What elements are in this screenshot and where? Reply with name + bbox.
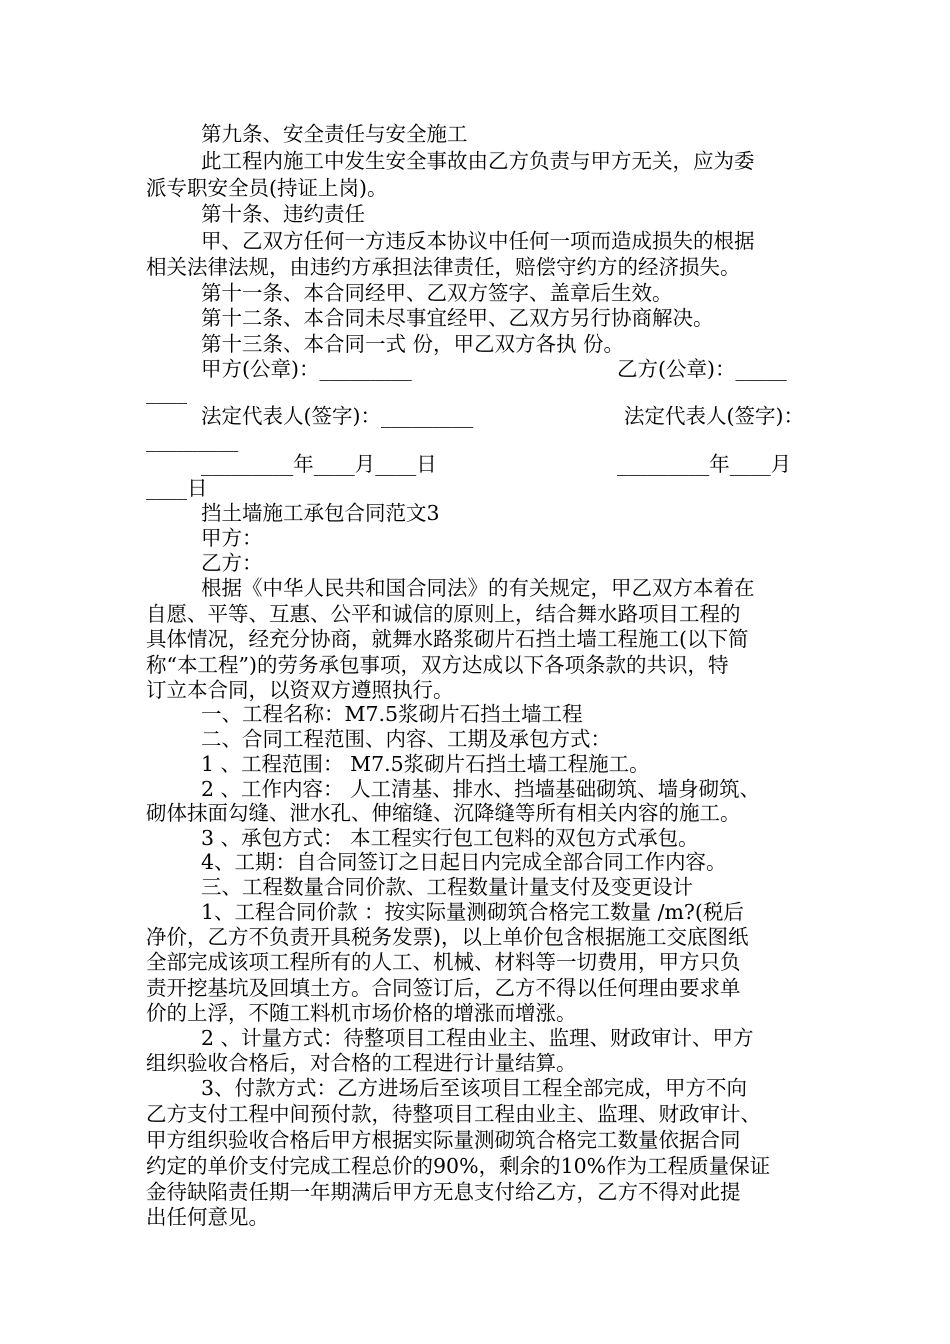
- paragraph-line: 相关法律法规，由违约方承担法律责任，赔偿守约方的经济损失。: [146, 255, 741, 279]
- paragraph-line: 净价，乙方不负责开具税务发票)，以上单价包含根据施工交底图纸: [146, 925, 749, 949]
- paragraph-line: 1、工程合同价款 ：按实际量测砌筑合格完工数量 /m?(税后: [201, 900, 744, 924]
- paragraph-line: 自愿、平等、互惠、公平和诚信的原则上，结合舞水路项目工程的: [146, 602, 741, 626]
- paragraph-line: 4、工期：自合同签订之日起日内完成全部合同工作内容。: [201, 850, 727, 874]
- article-11: 第十一条、本合同经甲、乙双方签字、盖章后生效。: [201, 281, 673, 305]
- paragraph-line: 责开挖基坑及回填土方。合同签订后，乙方不得以任何理由要求单: [146, 976, 741, 1000]
- party-b-representative-field: 法定代表人(签字)：: [624, 404, 804, 428]
- paragraph-line: 乙方支付工程中间预付款，待整项目工程由业主、监理、财政审计、: [146, 1102, 761, 1126]
- party-b-seal-field: 乙方(公章)：_____: [617, 357, 787, 381]
- contract-title: 挡土墙施工承包合同范文3: [201, 501, 440, 525]
- paragraph-line: 金待缺陷责任期一年期满后甲方无息支付给乙方，乙方不得对此提: [146, 1180, 741, 1204]
- underline-continuation: _________: [146, 428, 239, 452]
- article-9-title: 第九条、安全责任与安全施工: [201, 122, 468, 146]
- section-2-heading: 二、合同工程范围、内容、工期及承包方式：: [201, 727, 611, 751]
- paragraph-line: 称“本工程”)的劳务承包事项，双方达成以下各项条款的共识，特: [146, 653, 729, 677]
- paragraph-line: 2 、计量方式：待整项目工程由业主、监理、财政审计、甲方: [201, 1026, 754, 1050]
- paragraph-line: 出任何意见。: [146, 1205, 269, 1229]
- underline-continuation: ____: [146, 380, 187, 404]
- article-10-title: 第十条、违约责任: [201, 202, 365, 226]
- paragraph-line: 具体情况，经充分协商，就舞水路浆砌片石挡土墙工程施工(以下简: [146, 627, 749, 651]
- paragraph-line: 甲、乙双方任何一方违反本协议中任何一项而造成损失的根据: [201, 229, 755, 253]
- date-continuation: ____日: [146, 476, 208, 500]
- party-a-date-field: _________年____月____日: [201, 452, 437, 476]
- paragraph-line: 订立本合同，以资双方遵照执行。: [146, 678, 454, 702]
- paragraph-line: 1 、工程范围： M7.5浆砌片石挡土墙工程施工。: [201, 752, 650, 776]
- section-3-heading: 三、工程数量合同价款、工程数量计量支付及变更设计: [201, 875, 693, 899]
- paragraph-line: 根据《中华人民共和国合同法》的有关规定，甲乙双方本着在: [201, 576, 755, 600]
- paragraph-line: 2 、工作内容： 人工清基、排水、挡墙基础砌筑、墙身砌筑、: [201, 777, 761, 801]
- article-12: 第十二条、本合同未尽事宜经甲、乙双方另行协商解决。: [201, 306, 714, 330]
- party-a-representative-field: 法定代表人(签字)：_________: [201, 404, 474, 428]
- paragraph-line: 3 、承包方式： 本工程实行包工包料的双包方式承包。: [201, 826, 699, 850]
- paragraph-line: 3、付款方式：乙方进场后至该项目工程全部完成，甲方不向: [201, 1076, 748, 1100]
- section-1-heading: 一、工程名称：M7.5浆砌片石挡土墙工程: [201, 702, 583, 726]
- party-a-seal-field: 甲方(公章)：_________: [201, 357, 412, 381]
- paragraph-line: 全部完成该项工程所有的人工、机械、材料等一切费用，甲方只负: [146, 950, 741, 974]
- article-13: 第十三条、本合同一式 份，甲乙双方各执 份。: [201, 332, 625, 356]
- paragraph-line: 约定的单价支付完成工程总价的90%，剩余的10%作为工程质量保证: [146, 1154, 771, 1178]
- paragraph-line: 派专职安全员(持证上岗)。: [146, 176, 388, 200]
- paragraph-line: 此工程内施工中发生安全事故由乙方负责与甲方无关，应为委: [201, 149, 755, 173]
- paragraph-line: 价的上浮，不随工料机市场价格的增涨而增涨。: [146, 1001, 577, 1025]
- paragraph-line: 组织验收合格后，对合格的工程进行计量结算。: [146, 1051, 577, 1075]
- paragraph-line: 砌体抹面勾缝、泄水孔、伸缩缝、沉降缝等所有相关内容的施工。: [146, 801, 741, 825]
- party-b-label: 乙方：: [201, 551, 263, 575]
- party-a-label: 甲方：: [201, 526, 263, 550]
- party-b-date-field: _________年____月: [617, 452, 792, 476]
- paragraph-line: 甲方组织验收合格后甲方根据实际量测砌筑合格完工数量依据合同: [146, 1128, 741, 1152]
